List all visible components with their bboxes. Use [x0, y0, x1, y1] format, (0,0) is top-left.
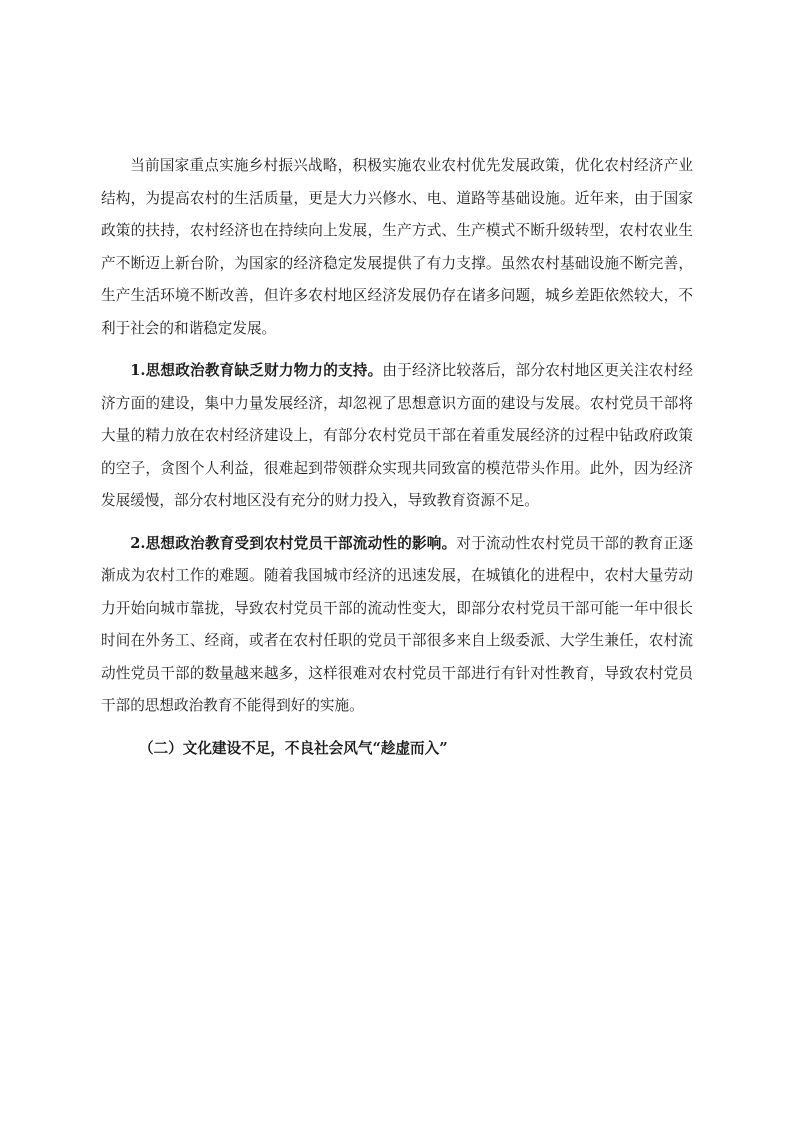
paragraph-intro	[101, 150, 693, 345]
paragraph-text: 对于流动性农村党员干部的教育正逐渐成为农村工作的难题。随着我国城市经济的迅速发展，在城镇化的进程中，农村大量劳动力开始向城市靠拢，导致农村党员干部的流动性变大，即部分农村党员干部可能一年中很长时间在外务工、经商，或者在农村任职的党员干部很多来自上级委派、大学生兼任，农村流动性党员干部的数量越来越多，这样很难对农村党员干部进行有针对性教育，导致农村党员干部的思想政治教育不能得到好的实施。	[101, 534, 693, 714]
section-heading: （二）文化建设不足，不良社会风气“趁虚而入”	[138, 739, 448, 757]
document-body	[101, 150, 693, 765]
paragraph-lead: 1.思想政治教育缺乏财力物力的支持。	[130, 362, 383, 379]
paragraph-text: 当前国家重点实施乡村振兴战略，积极实施农业农村优先发展政策，优化农村经济产业结构，为提高农村的生活质量，更是大力兴修水、电、道路等基础设施。近年来，由于国家政策的扶持，农村经济也在持续向上发展，生产方式、生产模式不断升级转型，农村农业生产不断迈上新台阶，为国家的经济稳定发展提供了有力支撑。虽然农村基础设施不断完善，生产生活环境不断改善，但许多农村地区经济发展仍存在诸多问题，城乡差距依然较大，不利于社会的和谐稳定发展。	[101, 157, 693, 337]
paragraph-lead: 2.思想政治教育受到农村党员干部流动性的影响。	[130, 534, 457, 552]
paragraph-text: 由于经济比较落后，部分农村地区更关注农村经济方面的建设，集中力量发展经济，却忽视了思想意识方面的建设与发展。农村党员干部将大量的精力放在农村经济建设上，有部分农村党员干部在着重发展经济的过程中钻政府政策的空子，贪图个人利益，很难起到带领群众实现共同致富的模范带头作用。此外，因为经济发展缓慢，部分农村地区没有充分的财力投入，导致教育资源不足。	[101, 362, 693, 509]
paragraph-point-1	[101, 355, 693, 518]
paragraph-point-2	[101, 528, 693, 723]
